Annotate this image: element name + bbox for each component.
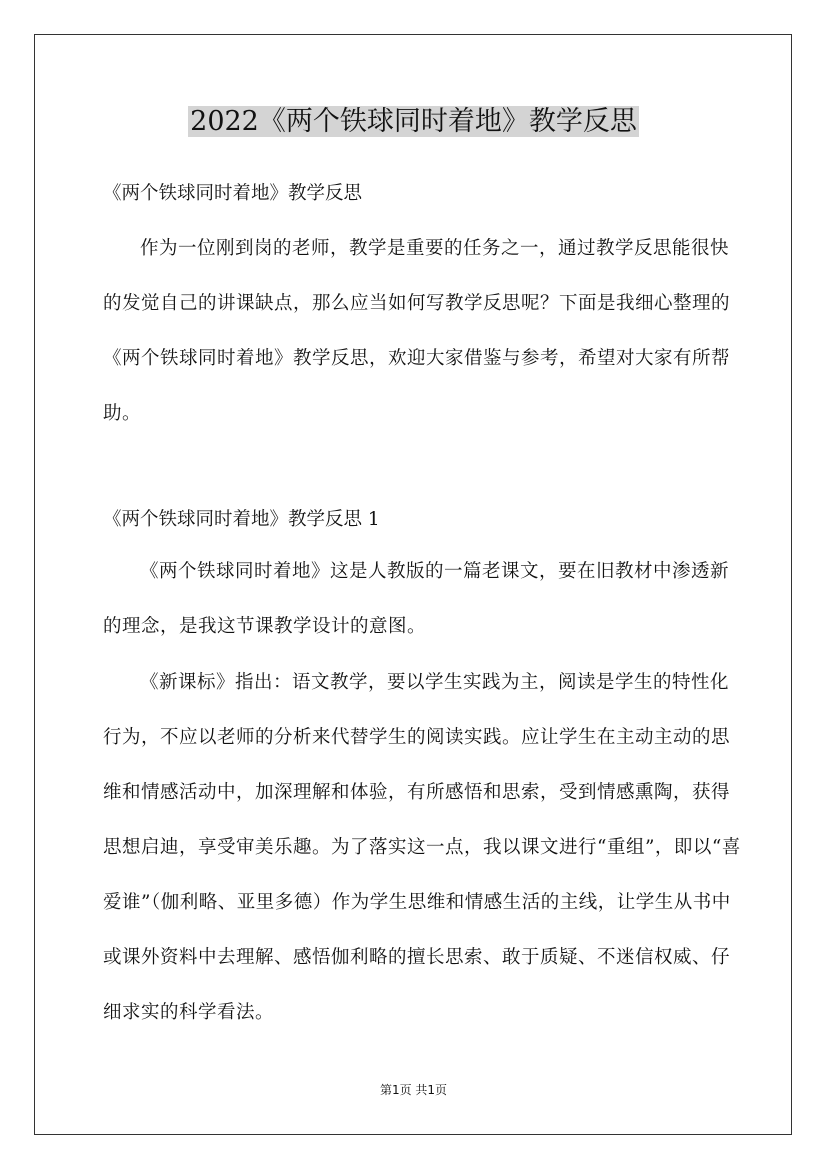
document-title [0,103,827,141]
section-1-paragraph-2: 《新课标》指出：语文教学，要以学生实践为主，阅读是学生的特性化行为，不应以老师的分析来代替学生的阅读实践。应让学生在主动主动的思维和情感活动中，加深理解和体验，有所感悟和思索，受到情感熏陶，获得思想启迪，享受审美乐趣。为了落实这一点，我以课文进行“重组”，即以“喜爱谁”（伽利略、亚里多德）作为学生思维和情感生活的主线，让学生从书中或课外资料中去理解、感悟伽利略的擅长思索、敢于质疑、不迷信权威、仔细求实的科学看法。 [103,672,741,1023]
page-footer: 第1页 共1页 [379,1083,448,1097]
document-title-text: 2022《两个铁球同时着地》教学反思 [190,106,637,137]
intro-heading: 《两个铁球同时着地》教学反思 [103,183,363,204]
section-1-heading: 《两个铁球同时着地》教学反思 1 [103,509,380,530]
section-1-paragraph-1: 《两个铁球同时着地》这是人教版的一篇老课文，要在旧教材中渗透新的理念，是我这节课教学设计的意图。 [103,561,730,637]
intro-paragraph: 作为一位刚到岗的老师，教学是重要的任务之一，通过教学反思能很快的发觉自己的讲课缺点，那么应当如何写教学反思呢？下面是我细心整理的《两个铁球同时着地》教学反思，欢迎大家借鉴与参考，希望对大家有所帮助。 [103,238,731,424]
